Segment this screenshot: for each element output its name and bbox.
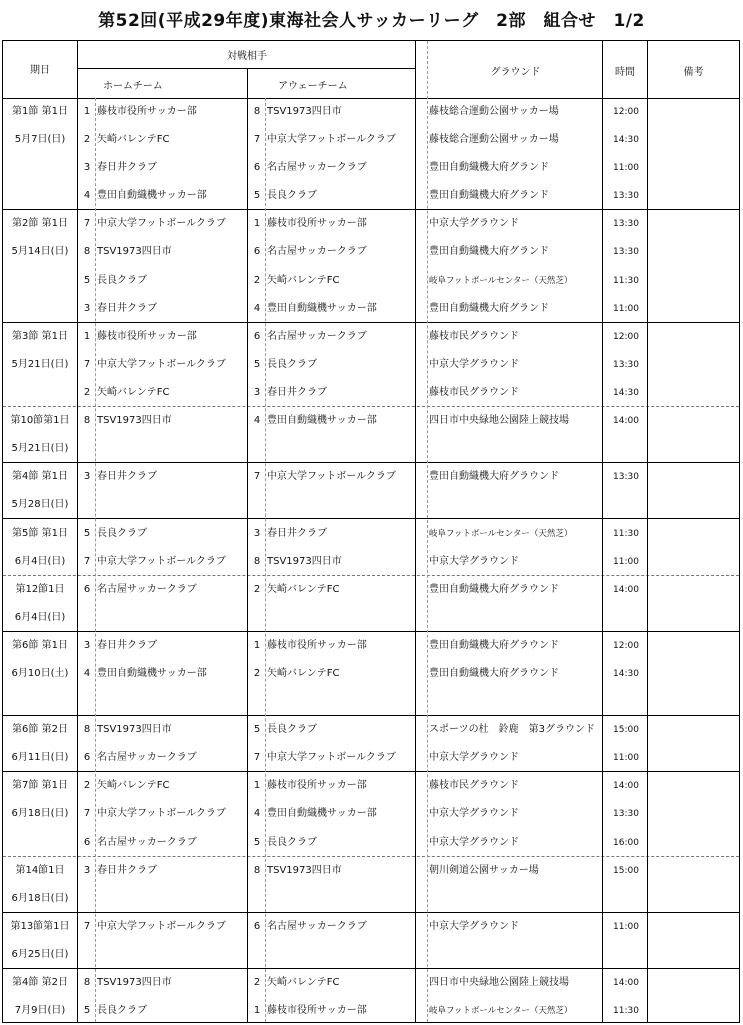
away-team: 豊田自動織機サッカー部 [267, 808, 377, 820]
home-team [95, 688, 249, 716]
ground-cell [427, 941, 604, 969]
period-cell: 第14節1日 [15, 864, 65, 876]
home-team: 藤枝市役所サッカー部 [97, 330, 197, 342]
period-cell: 5月28日(日) [11, 499, 69, 511]
away-team: 名古屋サッカークラブ [267, 162, 367, 174]
ground-cell [427, 885, 604, 913]
home-team: 矢崎バレンテFC [97, 780, 170, 792]
away-team: 中京大学フットボールクラブ [267, 752, 396, 764]
home-team: 中京大学フットボールクラブ [97, 808, 226, 820]
away-number: 6 [253, 162, 261, 174]
table-row [3, 857, 739, 885]
home-team: TSV1973四日市 [97, 415, 172, 427]
home-number [79, 688, 95, 716]
home-team [95, 491, 249, 519]
time-cell: 14:00 [613, 781, 639, 792]
time-cell: 11:00 [613, 556, 639, 567]
home-number: 3 [83, 864, 91, 876]
period-cell: 第6節 第1日 [12, 639, 68, 651]
away-team [265, 885, 417, 913]
home-team: 長良クラブ [97, 274, 147, 286]
period-cell [3, 182, 77, 210]
match-day-block [3, 98, 739, 210]
away-number: 6 [253, 920, 261, 932]
ground-cell: 豊田自動織機大府グランド [429, 246, 549, 258]
home-team: 長良クラブ [97, 1005, 147, 1017]
away-number [249, 604, 265, 632]
period-cell [3, 295, 77, 323]
home-number: 3 [83, 302, 91, 314]
away-team: TSV1973四日市 [267, 106, 342, 117]
away-number: 2 [253, 583, 261, 595]
period-cell: 第4節 第1日 [12, 471, 68, 483]
ground-cell: 岐阜フットボールセンター（天然芝） [429, 1006, 573, 1017]
away-team: 春日井クラブ [267, 527, 327, 539]
home-number: 5 [83, 274, 91, 286]
time-cell: 14:30 [613, 387, 639, 398]
home-number: 7 [83, 218, 91, 230]
table-row [3, 941, 739, 969]
time-cell [604, 491, 648, 519]
table-header [3, 41, 739, 99]
ground-cell: 中京大学グラウンド [429, 920, 519, 932]
ground-cell: 藤枝市民グラウンド [429, 386, 519, 398]
period-cell: 第7節 第1日 [12, 780, 68, 792]
header-time: 時間 [615, 67, 635, 78]
away-team: 長良クラブ [267, 358, 317, 370]
away-number: 7 [253, 134, 261, 146]
away-team [265, 688, 417, 716]
home-team: 中京大学フットボールクラブ [97, 920, 226, 932]
header-period: 期日 [30, 65, 50, 76]
home-team [95, 435, 249, 463]
ground-cell: 藤枝総合運動公園サッカー場 [429, 134, 559, 146]
away-number: 1 [253, 639, 261, 651]
home-number [79, 604, 95, 632]
match-day-block [3, 716, 739, 772]
match-day-block [3, 632, 739, 716]
table-row [3, 969, 739, 997]
match-day-block [3, 913, 739, 969]
time-cell: 13:30 [613, 191, 639, 202]
home-number: 6 [83, 752, 91, 764]
period-cell: 5月7日(日) [14, 134, 66, 146]
time-cell: 11:00 [613, 921, 639, 932]
home-number: 4 [83, 190, 91, 202]
ground-cell: 豊田自動織機大府グラウンド [429, 583, 559, 595]
away-number: 1 [253, 1005, 261, 1017]
ground-cell: 岐阜フットボールセンター（天然芝） [429, 275, 573, 286]
home-number: 2 [83, 134, 91, 146]
time-cell: 14:00 [613, 978, 639, 989]
away-number: 5 [253, 358, 261, 370]
table-row [3, 210, 739, 238]
away-team: 藤枝市役所サッカー部 [267, 1005, 367, 1017]
away-team: 長良クラブ [267, 836, 317, 848]
time-cell: 15:00 [613, 865, 639, 876]
period-cell: 第4節 第2日 [12, 977, 68, 989]
away-team: 名古屋サッカークラブ [267, 246, 367, 258]
away-number: 6 [253, 246, 261, 258]
table-row [3, 688, 739, 716]
away-number: 1 [253, 780, 261, 792]
time-cell: 11:00 [613, 753, 639, 764]
table-row [3, 632, 739, 660]
table-row [3, 772, 739, 800]
away-team: TSV1973四日市 [267, 864, 342, 876]
home-number: 3 [83, 471, 91, 483]
table-row [3, 267, 739, 295]
home-team: 春日井クラブ [97, 471, 157, 483]
ground-cell: スポーツの杜 鈴鹿 第3グラウンド [429, 724, 595, 736]
time-cell: 14:00 [613, 416, 639, 427]
ground-cell: 中京大学グラウンド [429, 555, 519, 567]
table-row [3, 829, 739, 857]
time-cell: 14:30 [613, 668, 639, 679]
period-cell: 6月4日(日) [14, 555, 66, 567]
ground-cell: 朝川剣道公園サッカー場 [429, 864, 539, 876]
period-cell: 第13節第1日 [10, 920, 70, 932]
period-cell: 5月14日(日) [11, 246, 69, 258]
time-cell: 12:00 [613, 331, 639, 342]
home-number: 8 [83, 977, 91, 989]
ground-cell: 四日市中央緑地公園陸上競技場 [429, 415, 569, 427]
table-row [3, 604, 739, 632]
away-number: 8 [253, 555, 261, 567]
period-cell: 5月21日(日) [11, 358, 69, 370]
period-cell [3, 267, 77, 295]
ground-cell: 中京大学グラウンド [429, 218, 519, 230]
time-cell: 13:30 [613, 247, 639, 258]
home-number: 7 [83, 920, 91, 932]
header-home: ホームチーム [103, 81, 163, 92]
away-team: 春日井クラブ [267, 386, 327, 398]
away-number: 3 [253, 527, 261, 539]
ground-cell: 中京大学グラウンド [429, 752, 519, 764]
ground-cell: 豊田自動織機大府グランド [429, 162, 549, 174]
away-team: 藤枝市役所サッカー部 [267, 780, 367, 792]
match-day-block [3, 210, 739, 322]
home-number: 5 [83, 527, 91, 539]
home-team: 矢崎バレンテFC [97, 134, 170, 146]
away-team [265, 604, 417, 632]
ground-cell: 豊田自動織機大府グランド [429, 190, 549, 202]
home-number [79, 435, 95, 463]
period-cell: 6月18日(日) [11, 892, 69, 904]
home-team: 春日井クラブ [97, 639, 157, 651]
time-cell: 11:30 [613, 275, 639, 286]
ground-cell: 藤枝市民グラウンド [429, 780, 519, 792]
away-team: 矢崎バレンテFC [267, 274, 340, 286]
away-team: 豊田自動織機サッカー部 [267, 302, 377, 314]
home-number: 2 [83, 386, 91, 398]
ground-cell: 中京大学グラウンド [429, 808, 519, 820]
table-row [3, 238, 739, 266]
home-team: 中京大学フットボールクラブ [97, 218, 226, 230]
period-cell: 第2節 第1日 [12, 218, 68, 230]
table-row [3, 913, 739, 941]
table-row [3, 126, 739, 154]
home-team: 名古屋サッカークラブ [97, 583, 197, 595]
home-number: 5 [83, 1005, 91, 1017]
ground-cell: 中京大学グラウンド [429, 836, 519, 848]
home-number: 3 [83, 639, 91, 651]
home-number: 1 [83, 330, 91, 342]
away-number: 3 [253, 386, 261, 398]
table-row [3, 435, 739, 463]
page-title: 第52回(平成29年度)東海社会人サッカーリーグ 2部 組合せ 1/2 [98, 11, 645, 31]
match-day-block [3, 576, 739, 632]
home-number: 1 [83, 106, 91, 117]
away-number: 2 [253, 274, 261, 286]
table-row [3, 548, 739, 576]
ground-cell [427, 491, 604, 519]
home-team [95, 604, 249, 632]
ground-cell: 中京大学グラウンド [429, 358, 519, 370]
match-day-block [3, 520, 739, 576]
time-cell [604, 941, 648, 969]
match-day-block [3, 857, 739, 913]
home-number: 7 [83, 555, 91, 567]
ground-cell: 豊田自動織機大府グラウンド [429, 667, 559, 679]
ground-cell: 岐阜フットボールセンター（天然芝） [429, 528, 573, 539]
table-row [3, 885, 739, 913]
away-team: 名古屋サッカークラブ [267, 330, 367, 342]
home-number: 3 [83, 162, 91, 174]
away-number: 4 [253, 415, 261, 427]
period-cell: 7月9日(日) [14, 1005, 66, 1017]
away-team: 中京大学フットボールクラブ [267, 471, 396, 483]
away-team [265, 941, 417, 969]
away-team: 長良クラブ [267, 190, 317, 202]
period-cell: 6月25日(日) [11, 948, 69, 960]
away-team: 藤枝市役所サッカー部 [267, 218, 367, 230]
time-cell [604, 885, 648, 913]
away-number [249, 688, 265, 716]
time-cell: 13:30 [613, 472, 639, 483]
home-number: 8 [83, 246, 91, 258]
away-team [265, 491, 417, 519]
home-team: 名古屋サッカークラブ [97, 752, 197, 764]
period-cell: 6月11日(日) [11, 752, 69, 764]
away-team: 中京大学フットボールクラブ [267, 134, 396, 146]
home-team: 中京大学フットボールクラブ [97, 555, 226, 567]
home-team [95, 885, 249, 913]
away-number: 5 [253, 190, 261, 202]
table-row [3, 98, 739, 126]
time-cell: 12:00 [613, 640, 639, 651]
table-row [3, 576, 739, 604]
home-team: 藤枝市役所サッカー部 [97, 106, 197, 117]
away-number: 8 [253, 106, 261, 117]
period-cell: 第6節 第2日 [12, 724, 68, 736]
header-note: 備考 [683, 67, 704, 78]
table-row [3, 997, 739, 1025]
ground-cell: 四日市中央緑地公園陸上競技場 [429, 977, 569, 989]
home-team: 春日井クラブ [97, 162, 157, 174]
table-row [3, 660, 739, 688]
header-ground: グラウンド [490, 67, 541, 78]
table-row [3, 491, 739, 519]
table-row [3, 800, 739, 828]
home-team: TSV1973四日市 [97, 724, 172, 736]
away-number: 7 [253, 752, 261, 764]
time-cell [604, 435, 648, 463]
time-cell: 12:00 [613, 107, 639, 117]
time-cell: 15:00 [613, 725, 639, 736]
time-cell: 11:00 [613, 163, 639, 174]
table-row [3, 379, 739, 407]
period-cell: 6月18日(日) [11, 808, 69, 820]
home-number [79, 941, 95, 969]
match-day-block [3, 463, 739, 519]
home-team: 矢崎バレンテFC [97, 386, 170, 398]
header-away: アウェーチーム [278, 81, 348, 92]
ground-cell: 藤枝総合運動公園サッカー場 [429, 106, 559, 117]
time-cell: 14:30 [613, 135, 639, 146]
home-team: 長良クラブ [97, 527, 147, 539]
table-row [3, 716, 739, 744]
away-number [249, 941, 265, 969]
home-team: TSV1973四日市 [97, 977, 172, 989]
away-number: 8 [253, 864, 261, 876]
period-cell: 第3節 第1日 [12, 330, 68, 342]
ground-cell [427, 604, 604, 632]
away-number [249, 491, 265, 519]
match-day-block [3, 772, 739, 856]
home-number: 8 [83, 724, 91, 736]
home-team: 豊田自動織機サッカー部 [97, 190, 207, 202]
away-number [249, 885, 265, 913]
home-team: 中京大学フットボールクラブ [97, 358, 226, 370]
period-cell [3, 379, 77, 407]
away-number: 4 [253, 808, 261, 820]
home-team: 豊田自動織機サッカー部 [97, 667, 207, 679]
time-cell: 11:00 [613, 303, 639, 314]
time-cell: 13:30 [613, 219, 639, 230]
header-match: 対戦相手 [227, 51, 267, 62]
period-cell: 第1節 第1日 [12, 106, 68, 117]
period-cell: 6月4日(日) [14, 611, 66, 623]
home-number [79, 885, 95, 913]
time-cell [604, 688, 648, 716]
period-cell: 5月21日(日) [11, 443, 69, 455]
time-cell: 13:30 [613, 809, 639, 820]
period-cell: 第5節 第1日 [12, 527, 68, 539]
away-number: 5 [253, 724, 261, 736]
home-number: 2 [83, 780, 91, 792]
home-team: 春日井クラブ [97, 302, 157, 314]
home-number: 4 [83, 667, 91, 679]
home-number: 6 [83, 836, 91, 848]
away-number: 2 [253, 977, 261, 989]
away-team [265, 435, 417, 463]
home-number [79, 491, 95, 519]
match-day-block [3, 323, 739, 407]
away-number: 5 [253, 836, 261, 848]
away-team: 長良クラブ [267, 724, 317, 736]
home-number: 7 [83, 358, 91, 370]
time-cell [604, 604, 648, 632]
away-number: 1 [253, 218, 261, 230]
away-number: 2 [253, 667, 261, 679]
period-cell [3, 154, 77, 182]
away-team: 矢崎バレンテFC [267, 667, 340, 679]
time-cell: 16:00 [613, 837, 639, 848]
away-team: TSV1973四日市 [267, 555, 342, 567]
table-row [3, 182, 739, 210]
time-cell: 11:30 [613, 1006, 639, 1017]
ground-cell: 豊田自動織機大府グランド [429, 302, 549, 314]
ground-cell: 豊田自動織機大府グラウンド [429, 639, 559, 651]
period-cell: 6月10日(土) [11, 667, 69, 679]
home-team: 春日井クラブ [97, 864, 157, 876]
table-row [3, 744, 739, 772]
away-number [249, 435, 265, 463]
period-cell [3, 688, 77, 716]
away-team: 矢崎バレンテFC [267, 977, 340, 989]
ground-cell [427, 435, 604, 463]
home-number: 6 [83, 583, 91, 595]
table-row [3, 351, 739, 379]
ground-cell: 豊田自動織機大府グラウンド [429, 471, 559, 483]
period-cell: 第10節第1日 [10, 415, 70, 427]
away-team: 矢崎バレンテFC [267, 583, 340, 595]
table-row [3, 154, 739, 182]
ground-cell [427, 688, 604, 716]
table-row [3, 323, 739, 351]
time-cell: 13:30 [613, 359, 639, 370]
home-team: TSV1973四日市 [97, 246, 172, 258]
away-team: 名古屋サッカークラブ [267, 920, 367, 932]
table-row [3, 295, 739, 323]
ground-cell: 藤枝市民グラウンド [429, 330, 519, 342]
match-day-block [3, 407, 739, 463]
home-team: 名古屋サッカークラブ [97, 836, 197, 848]
home-number: 7 [83, 808, 91, 820]
away-team: 豊田自動織機サッカー部 [267, 415, 377, 427]
home-number: 8 [83, 415, 91, 427]
time-cell: 11:30 [613, 528, 639, 539]
period-cell: 第12節1日 [15, 583, 65, 595]
table-row [3, 407, 739, 435]
away-team: 藤枝市役所サッカー部 [267, 639, 367, 651]
away-number: 6 [253, 330, 261, 342]
match-day-block [3, 969, 739, 1025]
period-cell [3, 829, 77, 857]
table-row [3, 520, 739, 548]
table-row [3, 463, 739, 491]
away-number: 7 [253, 471, 261, 483]
time-cell: 14:00 [613, 584, 639, 595]
home-team [95, 941, 249, 969]
schedule-table [2, 40, 740, 1023]
away-number: 4 [253, 302, 261, 314]
